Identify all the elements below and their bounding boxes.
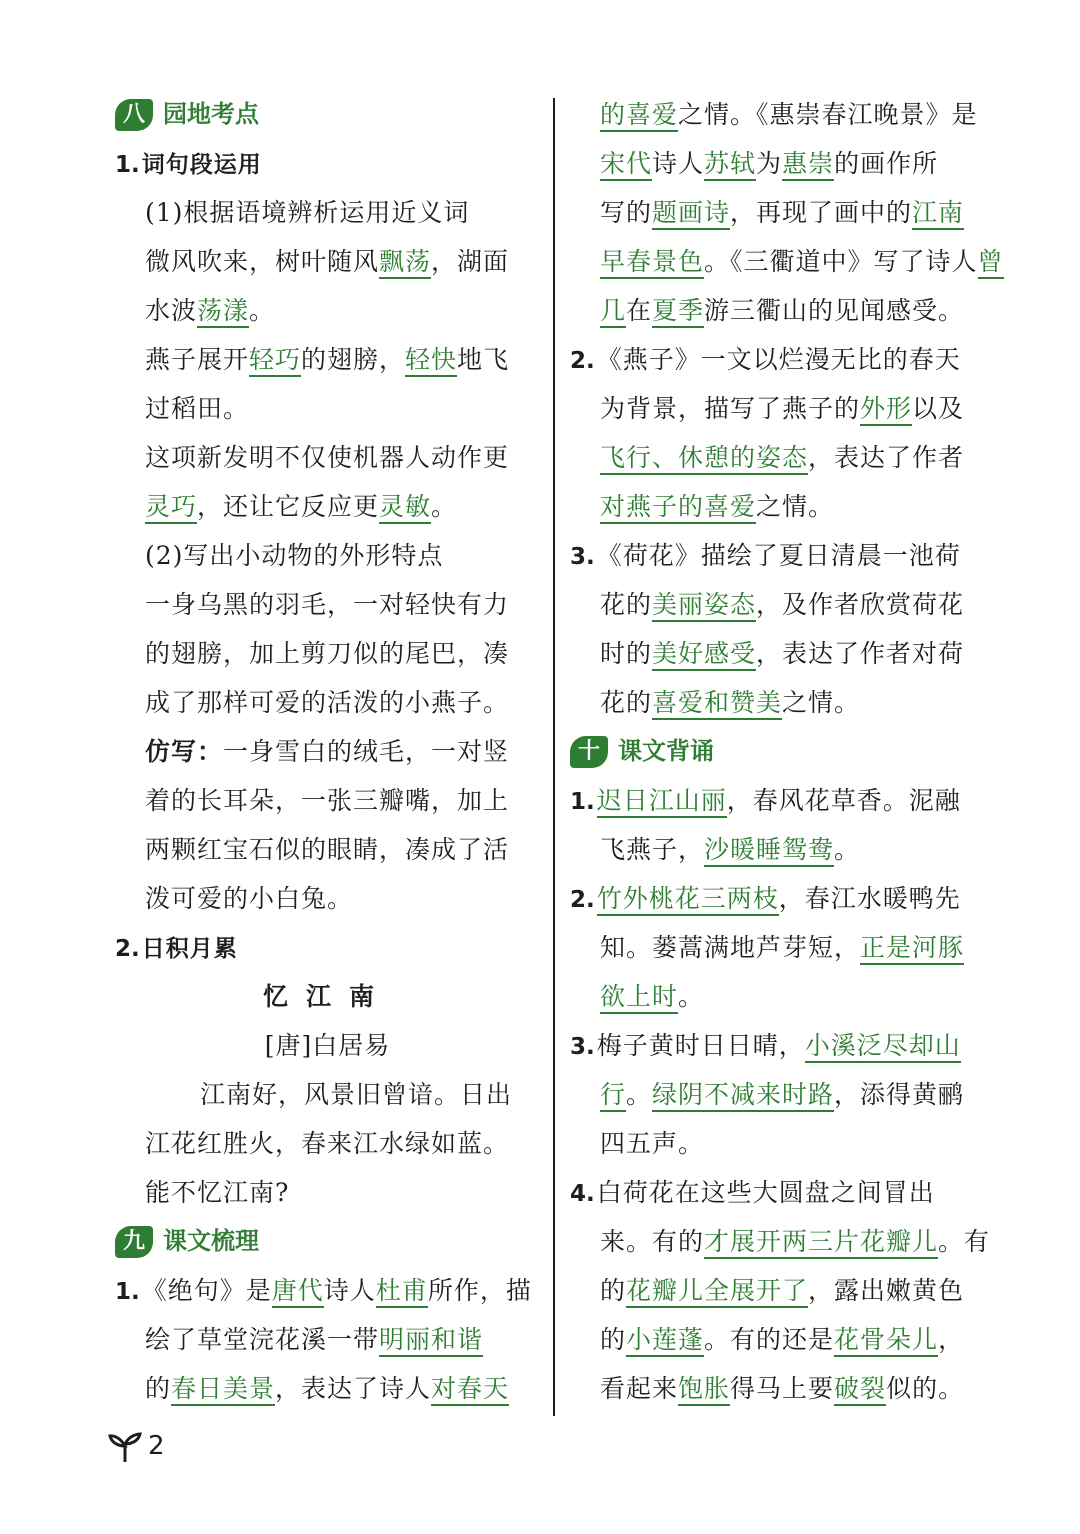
answer-text: 苏轼 [704,149,756,181]
answer-text: 行 [600,1080,626,1112]
answer-text: 轻巧 [249,345,301,377]
answer-text: 早春景色 [600,247,704,279]
answer-text: 春日美景 [171,1374,275,1406]
text-line: 飞燕子，沙暖睡鸳鸯。 [570,825,990,874]
text-line: 花的美丽姿态，及作者欣赏荷花 [570,580,990,629]
left-column [115,90,540,1413]
poem-line: 江南好，风景旧曾谙。日出 [200,1080,513,1109]
text-line: 3.《荷花》描绘了夏日清晨一池荷 [570,541,961,570]
answer-text: 饱胀 [678,1374,730,1406]
section-title: 课文梳理 [163,1227,259,1255]
item-number: 2. [570,887,595,913]
right-column [570,90,1004,1413]
answer-text: 对春天 [431,1374,509,1406]
text-line: 的春日美景，表达了诗人对春天 [115,1364,540,1413]
answer-text: 绿阴不减来时路 [652,1080,834,1112]
item-number: 2. [570,348,595,374]
item-number: 2. [115,936,140,962]
section-badge: 十 [570,736,608,768]
answer-text: 小莲蓬 [626,1325,704,1357]
answer-text: 飘荡 [379,247,431,279]
answer-text: 花骨朵儿 [834,1325,938,1357]
poem-line: 能不忆江南? [145,1178,290,1207]
text-line: 这项新发明不仅使机器人动作更 [145,443,510,472]
text-line: 仿写：一身雪白的绒毛，一对竖 [145,737,510,766]
answer-text: 欲上时 [600,982,678,1014]
answer-text: 喜爱和赞美 [652,688,782,720]
text-line: 泼可爱的小白兔。 [145,884,354,913]
section-title: 课文背诵 [618,737,714,765]
answer-text: 轻快 [405,345,457,377]
item-number: 1. [115,152,140,178]
text-line: 3.梅子黄时日日晴，小溪泛尽却山 [570,1021,990,1070]
answer-text: 唐代 [272,1276,324,1308]
page-number: 2 [148,1431,165,1461]
section-title: 园地考点 [163,100,259,128]
text-line: 写的题画诗，再现了画中的江南 [570,188,990,237]
poem-line: 江花红胜火，春来江水绿如蓝。 [145,1129,510,1158]
subsection-title [115,923,540,972]
text-line: 早春景色。《三衢道中》写了诗人曾 [570,237,990,286]
sprout-icon [108,1430,142,1462]
text-line: 四五声。 [600,1129,705,1158]
text-line: 看起来饱胀得马上要破裂似的。 [570,1364,990,1413]
answer-text: 破裂 [834,1374,886,1406]
item-number: 1. [115,1279,140,1305]
text-line: 2.竹外桃花三两枝，春江水暖鸭先 [570,874,990,923]
section-header-9 [115,1217,540,1266]
subsection-text: 日积月累 [141,936,238,962]
item-number: 3. [570,544,595,570]
answer-text: 竹外桃花三两枝 [597,884,779,916]
text-line: 两颗红宝石似的眼睛，凑成了活 [145,835,510,864]
text-line: 几在夏季游三衢山的见闻感受。 [570,286,990,335]
item-number: 4. [570,1181,595,1207]
answer-text: 花瓣儿全展开了 [626,1276,808,1308]
answer-text: 荡漾 [197,296,249,328]
subsection-text: 词句段运用 [141,152,262,178]
exercise-heading: (1)根据语境辨析运用近义词 [145,198,470,227]
section-header-8 [115,90,540,139]
text-line: 来。有的才展开两三片花瓣儿。有 [570,1217,990,1266]
answer-text: 飞行、休憩的姿态 [600,443,808,475]
subsection-title [115,139,540,188]
answer-text: 美丽姿态 [652,590,756,622]
answer-text: 外形 [860,394,912,426]
text-line: 过稻田。 [145,394,250,423]
section-header-10 [570,727,990,776]
answer-text: 灵巧 [145,492,197,524]
text-line: 的小莲蓬。有的还是花骨朵儿， [570,1315,990,1364]
section-badge: 九 [115,1226,153,1258]
text-line: 宋代诗人苏轼为惠崇的画作所 [570,139,990,188]
text-line: 花的喜爱和赞美之情。 [570,678,990,727]
exercise-heading: (2)写出小动物的外形特点 [145,541,444,570]
poem-title: 忆江南 [262,982,392,1011]
text-line: 灵巧，还让它反应更灵敏。 [115,482,540,531]
text-line: 的花瓣儿全展开了，露出嫩黄色 [570,1266,990,1315]
column-divider [553,98,555,1416]
text-line: 的翅膀，加上剪刀似的尾巴，凑 [145,639,510,668]
text-line: 1.迟日江山丽，春风花草香。泥融 [570,776,990,825]
text-line: 2.《燕子》一文以烂漫无比的春天 [570,345,961,374]
text-line: 水波荡漾。 [115,286,540,335]
answer-text: 宋代 [600,149,652,181]
answer-text: 杜甫 [376,1276,428,1308]
text-line: 的喜爱之情。《惠崇春江晚景》是 [570,90,990,139]
text-line: 绘了草堂浣花溪一带明丽和谐 [115,1315,540,1364]
answer-text: 才展开两三片花瓣儿 [704,1227,938,1259]
answer-text: 沙暖睡鸳鸯 [704,835,834,867]
text-line: 着的长耳朵，一张三瓣嘴，加上 [145,786,510,815]
section-badge: 八 [115,99,153,131]
text-line: 行。绿阴不减来时路，添得黄鹂 [570,1070,990,1119]
answer-text: 小溪泛尽却山 [805,1031,961,1063]
answer-text: 的喜爱 [600,100,678,132]
text-line: 微风吹来，树叶随风飘荡，湖面 [115,237,540,286]
text-line: 欲上时。 [570,972,990,1021]
answer-text: 几 [600,296,626,328]
page-footer [108,1430,165,1462]
text-line: 对燕子的喜爱之情。 [570,482,990,531]
item-number: 3. [570,1034,595,1060]
answer-text: 明丽和谐 [379,1325,483,1357]
text-line: 时的美好感受，表达了作者对荷 [570,629,990,678]
poem-author: [唐]白居易 [264,1031,391,1060]
answer-text: 美好感受 [652,639,756,671]
text-line: 4.白荷花在这些大圆盘之间冒出 [570,1178,935,1207]
item-number: 1. [570,789,595,815]
answer-text: 对燕子的喜爱 [600,492,756,524]
answer-text: 江南 [912,198,964,230]
answer-text: 惠崇 [782,149,834,181]
answer-text: 题画诗 [652,198,730,230]
answer-text: 夏季 [652,296,704,328]
answer-text: 正是河豚 [860,933,964,965]
text-line: 飞行、休憩的姿态，表达了作者 [570,433,990,482]
text-line: 知。蒌蒿满地芦芽短，正是河豚 [570,923,990,972]
answer-text: 灵敏 [379,492,431,524]
answer-text: 迟日江山丽 [597,786,727,818]
text-line: 成了那样可爱的活泼的小燕子。 [145,688,510,717]
text-line: 为背景，描写了燕子的外形以及 [570,384,990,433]
imitation-label: 仿写： [145,737,224,766]
text-line: 1.《绝句》是唐代诗人杜甫所作，描 [115,1266,540,1315]
text-line: 一身乌黑的羽毛，一对轻快有力 [145,590,510,619]
text-line: 燕子展开轻巧的翅膀，轻快地飞 [115,335,540,384]
answer-text: 曾 [978,247,1004,279]
